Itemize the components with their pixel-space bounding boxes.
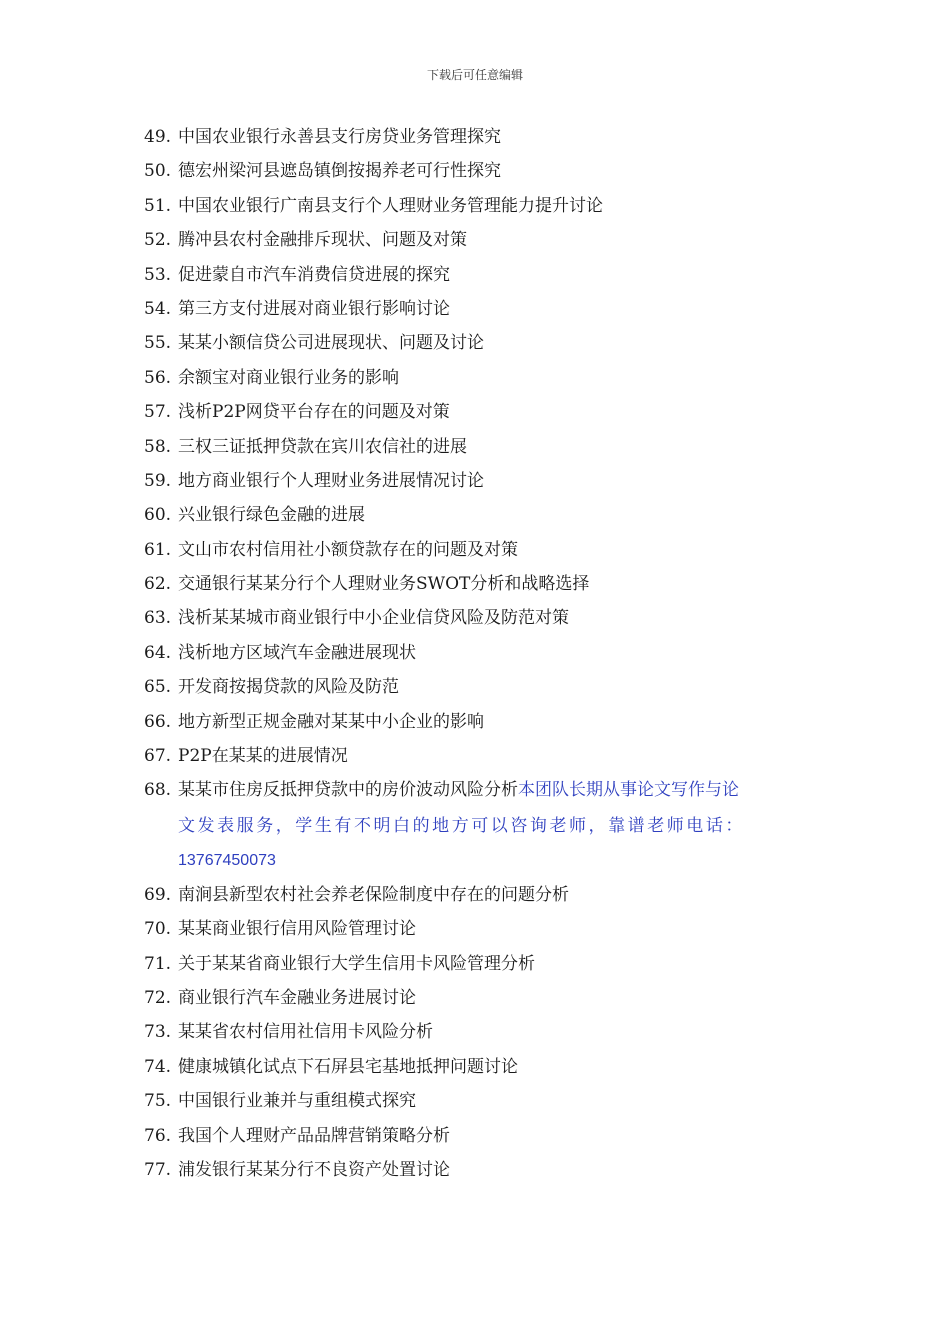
list-item (144, 1050, 814, 1084)
list-item (144, 636, 814, 670)
list-item (144, 947, 814, 981)
item-title: 关于某某省商业银行大学生信用卡风险管理分析 (178, 953, 535, 974)
list-item (144, 1153, 814, 1187)
item-title: 某某商业银行信用风险管理讨论 (178, 919, 416, 940)
item-title: 浦发银行某某分行不良资产处置讨论 (178, 1159, 450, 1180)
list-item (144, 533, 814, 567)
list-item (144, 326, 814, 360)
item-number: 65. (144, 677, 172, 698)
list-item (144, 292, 814, 326)
item-title: 文山市农村信用社小额贷款存在的问题及对策 (178, 539, 518, 560)
item-number: 66. (144, 711, 172, 732)
list-item (144, 601, 814, 635)
item-title: 三权三证抵押贷款在宾川农信社的进展 (178, 436, 467, 457)
list-item (144, 912, 814, 946)
item-title: 开发商按揭贷款的风险及防范 (178, 677, 399, 698)
item-title: 地方商业银行个人理财业务进展情况讨论 (178, 470, 484, 491)
list-item (144, 1119, 814, 1153)
item-number: 73. (144, 1022, 172, 1043)
ad-text-part2: 文发表服务，学生有不明白的地方可以咨询老师，靠谱老师电话： (178, 815, 745, 836)
ad-phone-number: 13767450073 (178, 851, 276, 869)
item-title: 某某小额信贷公司进展现状、问题及讨论 (178, 333, 484, 354)
item-68-first-line (144, 773, 814, 807)
item-number: 53. (144, 264, 172, 285)
item-number: 59. (144, 470, 172, 491)
list-item (144, 670, 814, 704)
item-title: 余额宝对商业银行业务的影响 (178, 367, 399, 388)
item-number: 55. (144, 333, 172, 354)
item-title: 我国个人理财产品品牌营销策略分析 (178, 1125, 450, 1146)
item-number: 52. (144, 230, 172, 251)
item-number: 69. (144, 884, 172, 905)
list-item (144, 1084, 814, 1118)
item-title: 浅析P2P网贷平台存在的问题及对策 (178, 402, 450, 423)
item-number: 68. (144, 780, 172, 801)
list-item (144, 361, 814, 395)
item-number: 62. (144, 574, 172, 595)
list-item (144, 464, 814, 498)
item-title: P2P在某某的进展情况 (178, 746, 348, 767)
item-number: 75. (144, 1091, 172, 1112)
item-number: 63. (144, 608, 172, 629)
item-title: 中国农业银行永善县支行房贷业务管理探究 (178, 127, 501, 147)
list-item (144, 1015, 814, 1049)
item-title: 浅析地方区域汽车金融进展现状 (178, 642, 416, 663)
item-number: 58. (144, 436, 172, 457)
item-title: 德宏州梁河县遮岛镇倒按揭养老可行性探究 (178, 161, 501, 182)
list-item (144, 189, 814, 223)
item-title: 腾冲县农村金融排斥现状、问题及对策 (178, 230, 467, 251)
list-item (144, 395, 814, 429)
list-item (144, 498, 814, 532)
list-item (144, 567, 814, 601)
list-item (144, 739, 814, 773)
item-number: 54. (144, 298, 172, 319)
list-item-with-ad (144, 773, 814, 877)
list-item (144, 154, 814, 188)
item-number: 50. (144, 161, 172, 182)
item-number: 77. (144, 1159, 172, 1180)
list-item (144, 981, 814, 1015)
item-title: 中国银行业兼并与重组模式探究 (178, 1091, 416, 1112)
item-title: 兴业银行绿色金融的进展 (178, 505, 365, 526)
item-number: 70. (144, 919, 172, 940)
item-number: 61. (144, 539, 172, 560)
item-title: 地方新型正规金融对某某中小企业的影响 (178, 711, 484, 732)
item-number: 51. (144, 195, 172, 216)
list-item (144, 120, 814, 154)
item-number: 60. (144, 505, 172, 526)
topic-list (144, 120, 814, 1187)
list-item (144, 430, 814, 464)
page-header: 下载后可任意编辑 (426, 68, 523, 82)
list-item (144, 223, 814, 257)
item-title: 中国农业银行广南县支行个人理财业务管理能力提升讨论 (178, 195, 603, 216)
item-title: 南涧县新型农村社会养老保险制度中存在的问题分析 (178, 884, 569, 905)
item-number: 76. (144, 1125, 172, 1146)
item-title: 促进蒙自市汽车消费信贷进展的探究 (178, 264, 450, 285)
item-number: 71. (144, 953, 172, 974)
list-item (144, 705, 814, 739)
item-number: 57. (144, 402, 172, 423)
item-number: 49. (144, 127, 172, 147)
ad-text-part1: 本团队长期从事论文写作与论 (518, 780, 739, 801)
item-title: 交通银行某某分行个人理财业务SWOT分析和战略选择 (178, 574, 590, 595)
item-number: 72. (144, 987, 172, 1008)
item-title: 第三方支付进展对商业银行影响讨论 (178, 298, 450, 319)
item-number: 67. (144, 746, 172, 767)
item-number: 74. (144, 1056, 172, 1077)
item-title: 浅析某某城市商业银行中小企业信贷风险及防范对策 (178, 608, 569, 629)
item-number: 56. (144, 367, 172, 388)
item-title: 某某省农村信用社信用卡风险分析 (178, 1022, 433, 1043)
item-number: 64. (144, 642, 172, 663)
item-title: 某某市住房反抵押贷款中的房价波动风险分析 (178, 780, 518, 801)
item-title: 商业银行汽车金融业务进展讨论 (178, 987, 416, 1008)
item-title: 健康城镇化试点下石屏县宅基地抵押问题讨论 (178, 1056, 518, 1077)
list-item (144, 878, 814, 912)
list-item (144, 258, 814, 292)
